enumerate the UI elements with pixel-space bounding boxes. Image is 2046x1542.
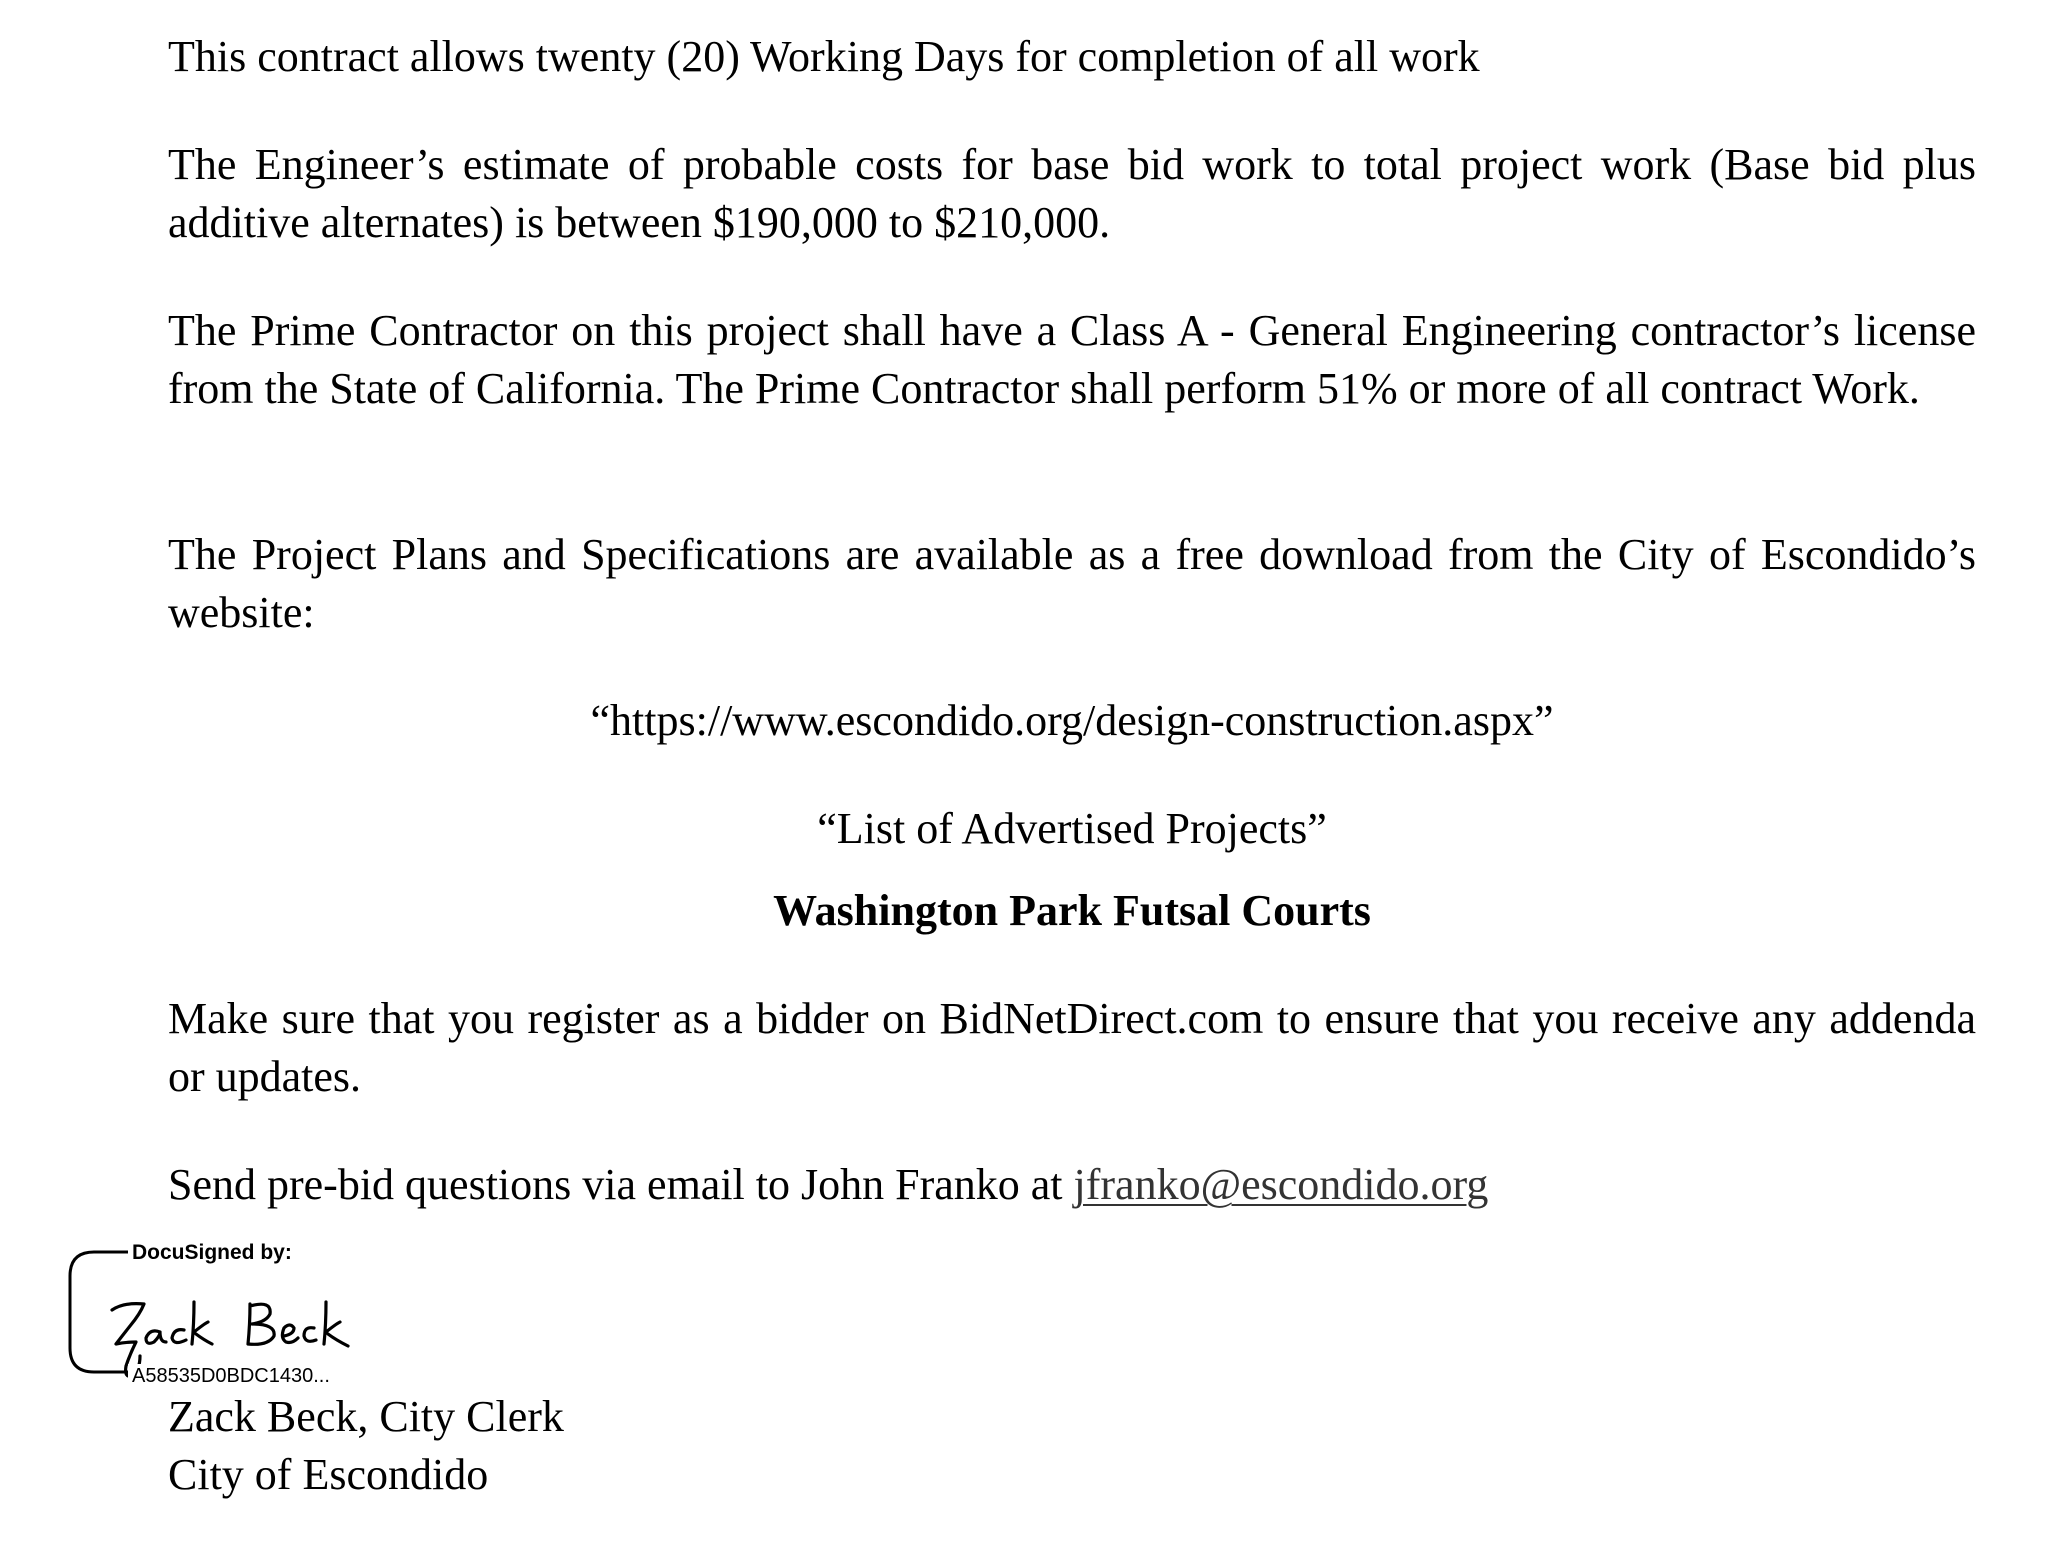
website-url: “https://www.escondido.org/design-construction.aspx” (590, 696, 1554, 745)
project-name: Washington Park Futsal Courts (773, 886, 1371, 935)
working-days-paragraph: This contract allows twenty (20) Working Days for completion of all work (168, 32, 1480, 81)
estimate-paragraph: The Engineer’s estimate of probable costs for base bid work to total project work (Base bid plus additive alternates) is between $190,000 to $210,000. (168, 140, 1976, 247)
contact-email-link[interactable]: jfranko@escondido.org (1073, 1160, 1489, 1209)
docusign-header: DocuSigned by: (128, 1240, 296, 1266)
signer-organization: City of Escondido (168, 1450, 489, 1499)
register-paragraph: Make sure that you register as a bidder on BidNetDirect.com to ensure that you receive any addenda or updates. (168, 994, 1976, 1101)
advertised-projects-label: “List of Advertised Projects” (817, 804, 1327, 853)
questions-paragraph (168, 1156, 1976, 1214)
plans-paragraph: The Project Plans and Specifications are available as a free download from the City of Escondido’s website: (168, 530, 1976, 637)
questions-text: Send pre-bid questions via email to John Franko at (168, 1160, 1074, 1209)
license-paragraph: The Prime Contractor on this project shall have a Class A - General Engineering contractor’s license from the State of California. The Prime Contractor shall perform 51% or more of all contract Work. (168, 306, 1976, 413)
signer-block (168, 1388, 564, 1504)
signer-name-title: Zack Beck, City Clerk (168, 1392, 564, 1441)
docusign-envelope-id: A58535D0BDC1430... (128, 1364, 334, 1388)
